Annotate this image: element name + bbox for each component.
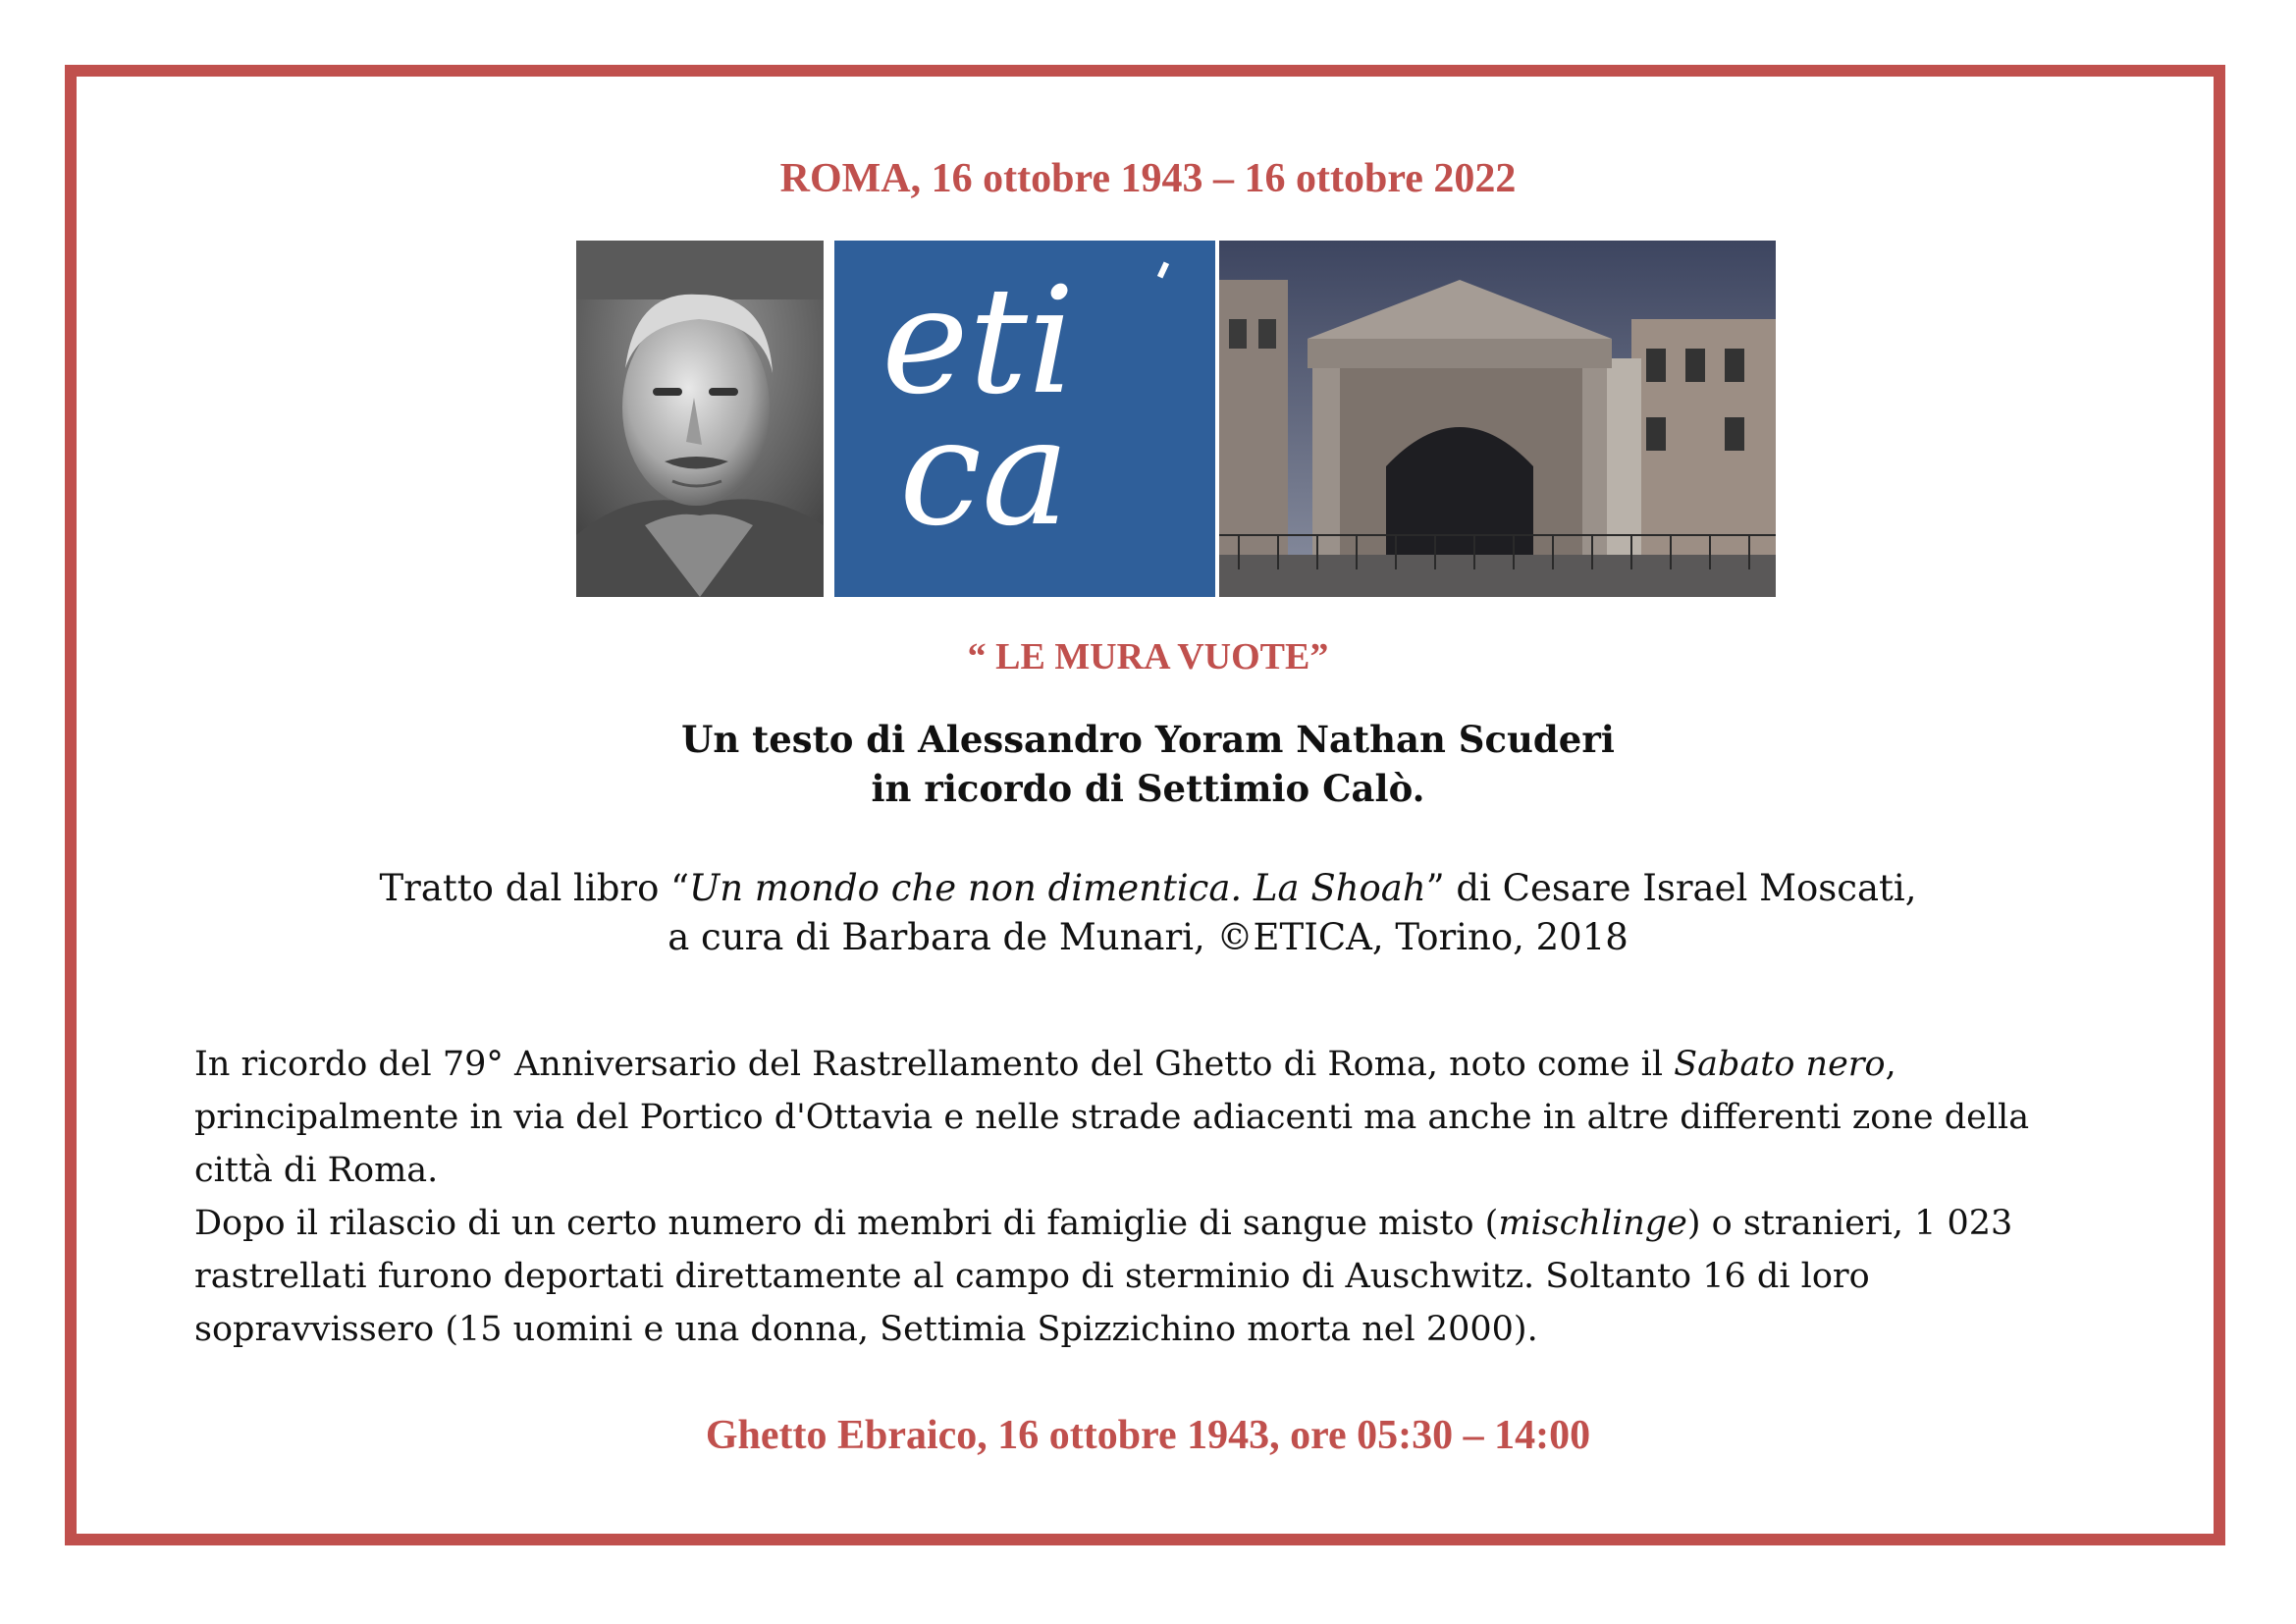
author-subtitle <box>0 715 2296 813</box>
portrait-photo <box>576 241 824 597</box>
banner <box>576 241 1776 597</box>
body-p2-text-b: ) o stranieri, 1 023 <box>1686 1204 2013 1243</box>
etica-logo <box>834 241 1215 597</box>
source-line2: a cura di Barbara de Munari, ©ETICA, Torino, 2018 <box>667 916 1629 958</box>
subtitle-line2: in ricordo di Settimio Calò. <box>871 767 1425 810</box>
source-citation <box>0 864 2296 962</box>
body-p2-line3: sopravvissero (15 uomini e una donna, Settimia Spizzichino morta nel 2000). <box>194 1310 1538 1349</box>
source-prefix: Tratto dal libro “ <box>379 867 690 909</box>
source-suffix: ” di Cesare Israel Moscati, <box>1425 867 1917 909</box>
body-p1-italic: Sabato nero <box>1674 1045 1886 1084</box>
body-p1-line2: principalmente in via del Portico d'Ottavia e nelle strade adiacenti ma anche in altre differenti zone della <box>194 1098 2030 1137</box>
source-line1 <box>0 864 2296 913</box>
logo-text-line2: ca <box>899 388 1070 559</box>
body-p1-text-b: , <box>1885 1045 1896 1084</box>
body-paragraphs <box>194 1038 2118 1356</box>
header-date-line: ROMA, 16 ottobre 1943 – 16 ottobre 2022 <box>779 156 1517 201</box>
body-p2-line1 <box>194 1197 2118 1250</box>
footer-date-line: Ghetto Ebraico, 16 ottobre 1943, ore 05:30 – 14:00 <box>705 1413 1591 1458</box>
body-p1-line1 <box>194 1038 2118 1091</box>
source-book-title: Un mondo che non dimentica. La Shoah <box>689 867 1426 909</box>
body-p1-text-a: In ricordo del 79° Anniversario del Rastrellamento del Ghetto di Roma, noto come il <box>194 1045 1675 1084</box>
body-p2-text-a: Dopo il rilascio di un certo numero di membri di famiglie di sangue misto ( <box>194 1204 1499 1243</box>
portico-photo <box>1219 241 1776 597</box>
work-title: “ LE MURA VUOTE” <box>967 636 1329 677</box>
body-p2-italic: mischlinge <box>1498 1204 1687 1243</box>
logo-accent-mark <box>1157 261 1169 278</box>
logo-text-line1: eti <box>881 256 1076 427</box>
subtitle-line1: Un testo di Alessandro Yoram Nathan Scuderi <box>681 718 1615 761</box>
body-p2-line2: rastrellati furono deportati direttamente al campo di sterminio di Auschwitz. Soltanto 16 di loro <box>194 1257 1870 1296</box>
body-p1-line3: città di Roma. <box>194 1151 439 1190</box>
